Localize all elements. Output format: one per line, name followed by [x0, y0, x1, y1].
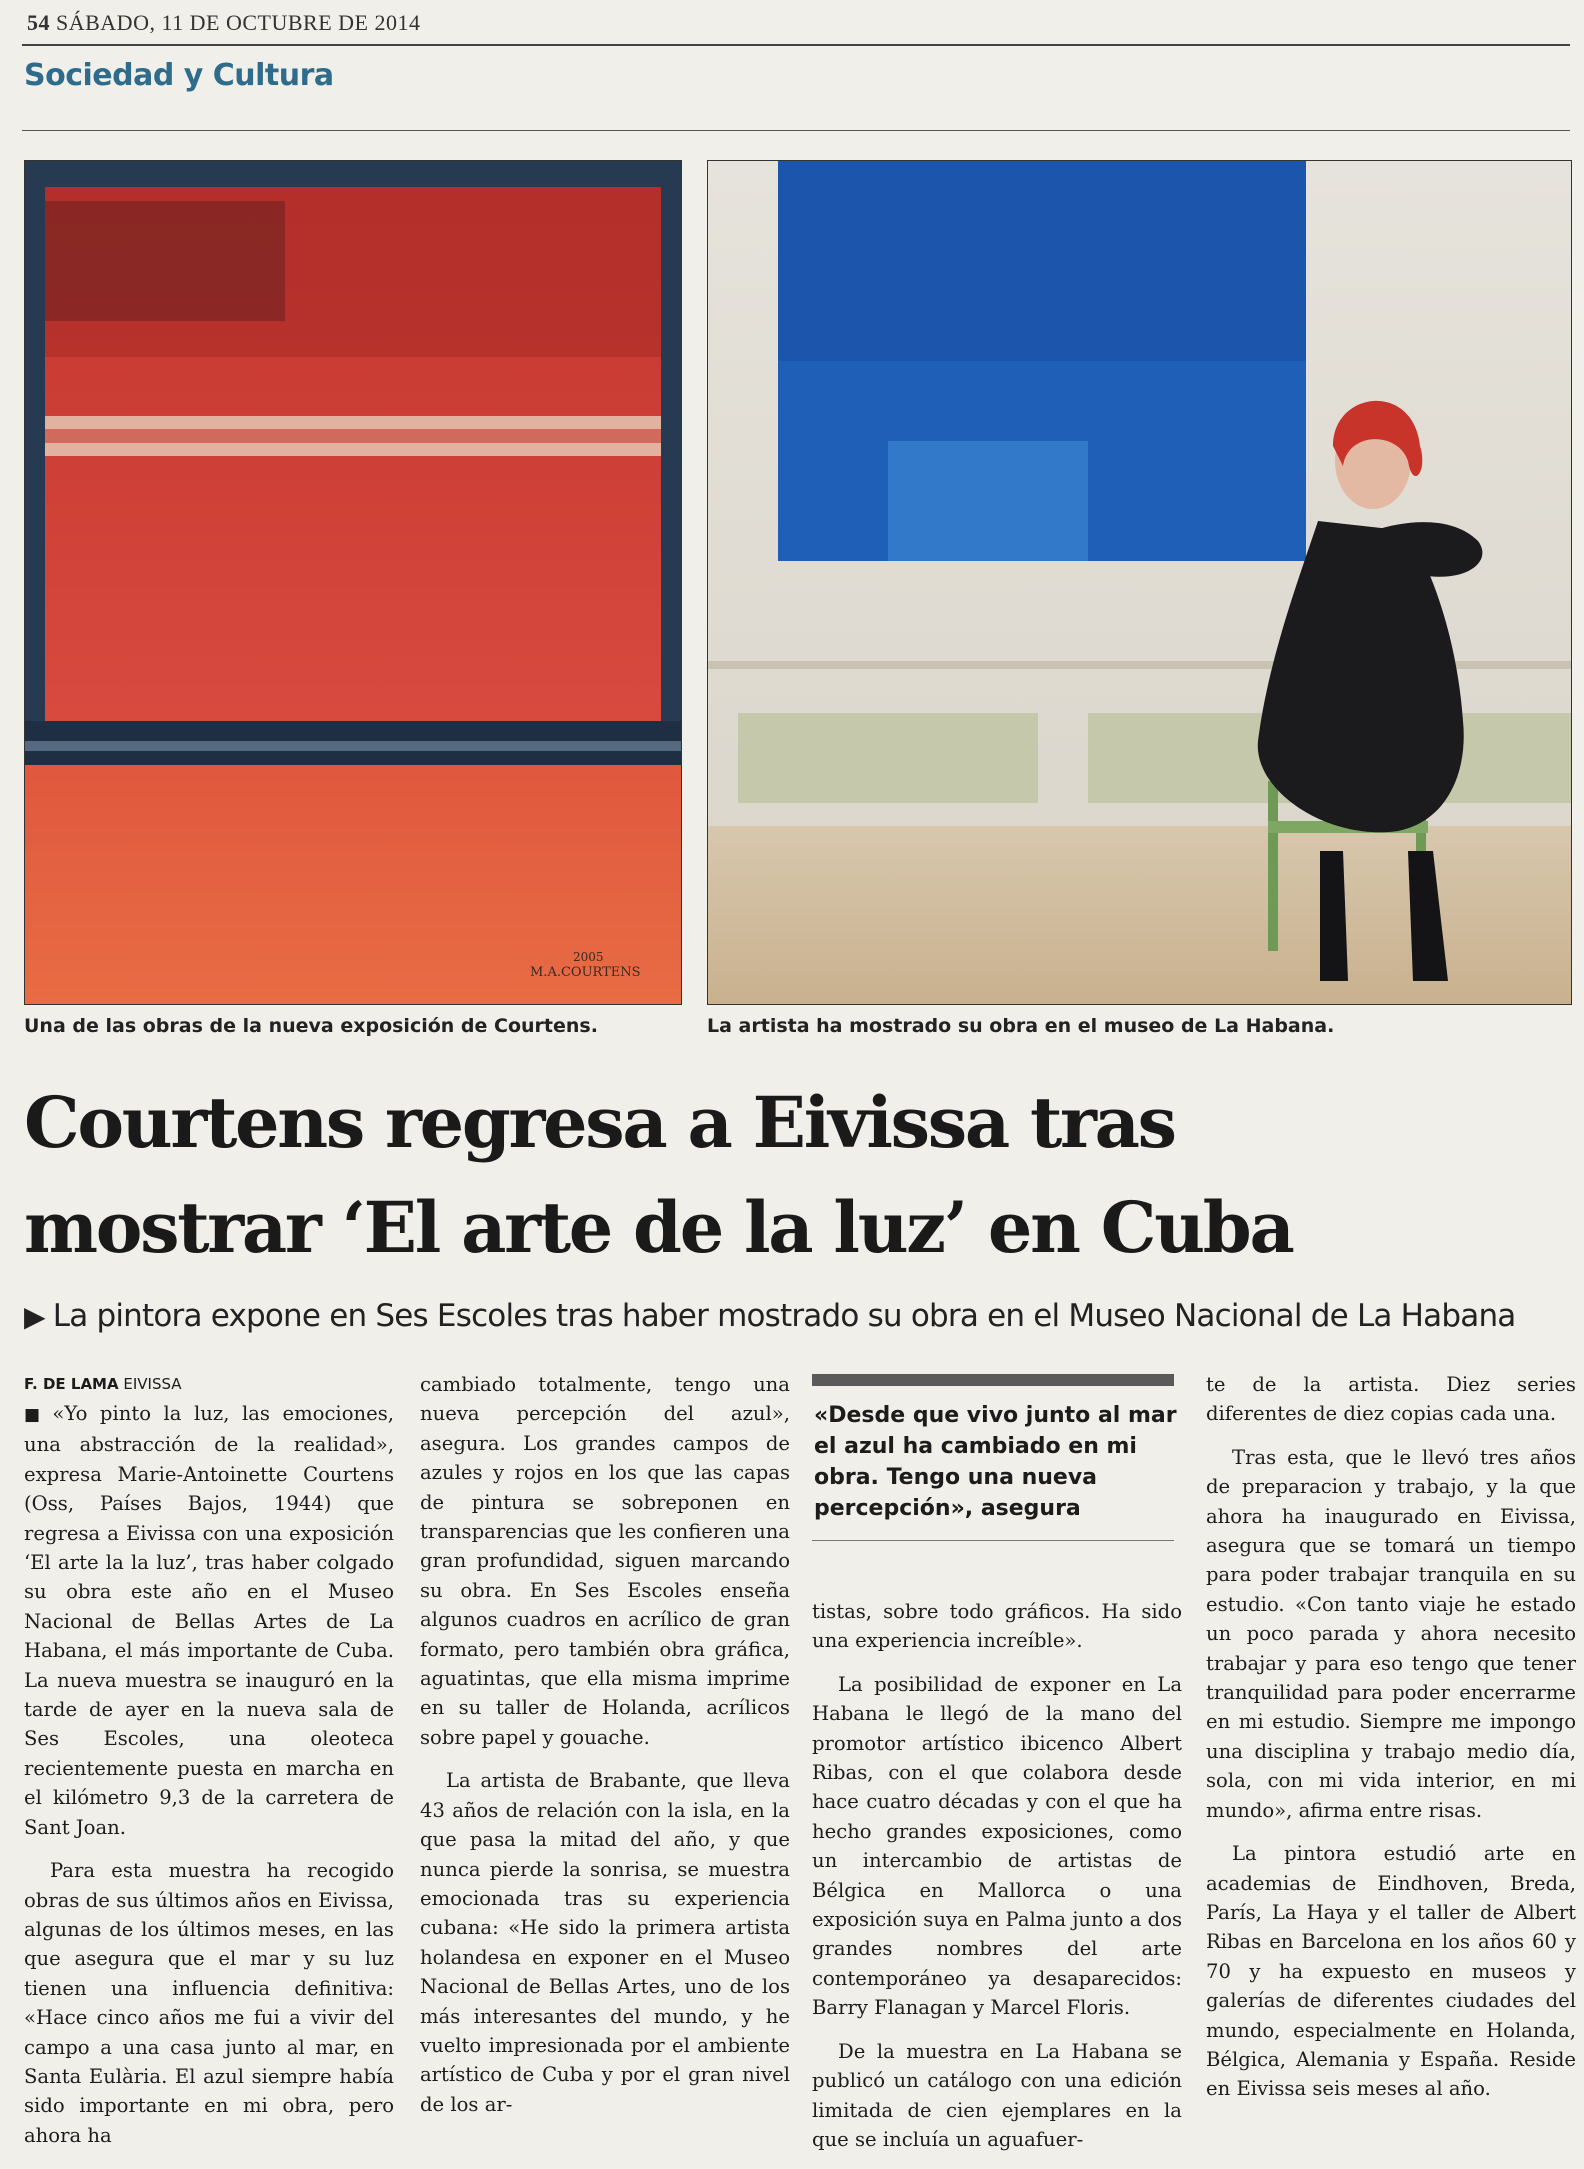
article-column-3 [812, 1597, 1182, 2154]
article-subhead [24, 1298, 1574, 1334]
headline-line-2: mostrar ‘El arte de la luz’ en Cuba [24, 1186, 1293, 1269]
paragraph: La posibilidad de exponer en La Habana le llegó de la mano del promotor artístico ibicenco Albert Ribas, con el que colabora desde hace cuatro décadas y con el que ha hecho grandes exposiciones, como un intercambio de artistas de Bélgica en Mallorca o una exposición suya en Palma junto a dos grandes nombres del arte contemporáneo ya desaparecidos: Barry Flanagan y Marcel Floris. [812, 1672, 1182, 2020]
pullquote-rule [812, 1540, 1174, 1541]
paragraph: Para esta muestra ha recogido obras de sus últimos años en Eivissa, algunas de los últimos meses, en las que asegura que el mar y su luz tienen una influencia definitiva: «Hace cinco años me fui a vivir del campo a una casa junto al mar, en Santa Eulària. El azul siempre había sido importante en mi obra, pero ahora ha [24, 1859, 394, 2147]
photo-caption-artist: La artista ha mostrado su obra en el museo de La Habana. [707, 1015, 1335, 1037]
article-headline [24, 1070, 1574, 1280]
red-abstract-painting-image [25, 161, 681, 1004]
paragraph: La pintora estudió arte en academias de Eindhoven, Breda, París, La Haya y el taller de Albert Ribas en Barcelona en los años 60 y 70 y ha expuesto en museos y galerías de diferentes ciudades del mundo, especialmente en Holanda, Bélgica, Alemania y España. Reside en Eivissa seis meses al año. [1206, 1842, 1576, 2101]
photo-caption-painting: Una de las obras de la nueva exposición de Courtens. [24, 1015, 598, 1037]
painting-photo [24, 160, 682, 1005]
triangle-bullet-icon: ▶ [24, 1300, 45, 1333]
paragraph: Tras esta, que le llevó tres años de preparacion y trabajo, y la que ahora ha inaugurado en Eivissa, asegura que se tomará un tiempo para poder trabajar tranquila en su estudio. «Con tanto viaje he estado un poco parada y ahora necesito trabajar y para eso tengo que tener tranquilidad para poder encerrarme en mi estudio. Siempre me impongo una disciplina y trabajo medio día, sola, con mi vida interior, en mi mundo», afirma entre risas. [1206, 1445, 1576, 1822]
page-folio [27, 10, 420, 36]
paragraph: ■ «Yo pinto la luz, las emociones, una abstracción de la realidad», expresa Marie-Antoinette Courtens (Oss, Países Bajos, 1944) que regresa a Eivissa con una exposición ‘El arte la la luz’, tras haber colgado su obra este año en el Museo Nacional de Bellas Artes de La Habana, el más importante de Cuba. La nueva muestra se inauguró en la tarde de ayer en la nueva sala de Ses Escoles, una oleoteca recientemente puesta en marcha en el kilómetro 9,3 de la carretera de Sant Joan. [24, 1402, 394, 1839]
section-rule [22, 130, 1570, 131]
pullquote: «Desde que vivo junto al mar el azul ha cambiado en mi obra. Tengo una nueva percepción», asegura [814, 1403, 1177, 1521]
subhead-text: La pintora expone en Ses Escoles tras haber mostrado su obra en el Museo Nacional de La Habana [52, 1298, 1516, 1334]
pullquote-bar [812, 1374, 1174, 1386]
header-rule [22, 44, 1570, 46]
paragraph: De la muestra en La Habana se publicó un catálogo con una edición limitada de cien ejemplares en la que se incluía un aguafuer- [812, 2039, 1182, 2151]
paragraph: cambiado totalmente, tengo una nueva percepción del azul», asegura. Los grandes campos de azules y rojos en los que las capas de pintura se sobreponen en transparencias que les confieren una gran profundidad, siguen marcando su obra. En Ses Escoles enseña algunos cuadros en acrílico de gran formato, pero también obra gráfica, aguatintas, que ella misma imprime en su taller de Holanda, acrílicos sobre papel y gouache. [420, 1373, 790, 1749]
byline-author: F. DE LAMA [24, 1375, 119, 1393]
paragraph: La artista de Brabante, que lleva 43 años de relación con la isla, en la que pasa la mitad del año, y que nunca pierde la sonrisa, se muestra emocionada tras su experiencia cubana: «He sido la primera artista holandesa en exponer en el Museo Nacional de Bellas Artes, uno de los más interesantes del mundo, y he vuelto impresionada por el ambiente artístico de Cuba y por el gran nivel de los ar- [420, 1769, 790, 2116]
square-bullet-icon: ■ [24, 1405, 47, 1425]
section-title: Sociedad y Cultura [24, 58, 334, 93]
issue-date: SÁBADO, 11 DE OCTUBRE DE 2014 [56, 10, 421, 35]
byline [24, 1372, 394, 1397]
article-column-1 [24, 1372, 394, 2150]
headline-line-1: Courtens regresa a Eivissa tras [24, 1081, 1175, 1164]
byline-location: EIVISSA [123, 1375, 182, 1393]
painting-year: 2005 [573, 950, 604, 964]
artist-museum-image [708, 161, 1571, 1004]
paragraph: tistas, sobre todo gráficos. Ha sido una experiencia increíble». [812, 1600, 1182, 1653]
artist-photo [707, 160, 1572, 1005]
article-column-2 [420, 1370, 790, 2119]
paragraph: te de la artista. Diez series diferentes de diez copias cada una. [1206, 1373, 1576, 1426]
page-number: 54 [27, 10, 50, 35]
article-column-4 [1206, 1370, 1576, 2104]
painting-signature: M.A.COURTENS [530, 965, 641, 980]
